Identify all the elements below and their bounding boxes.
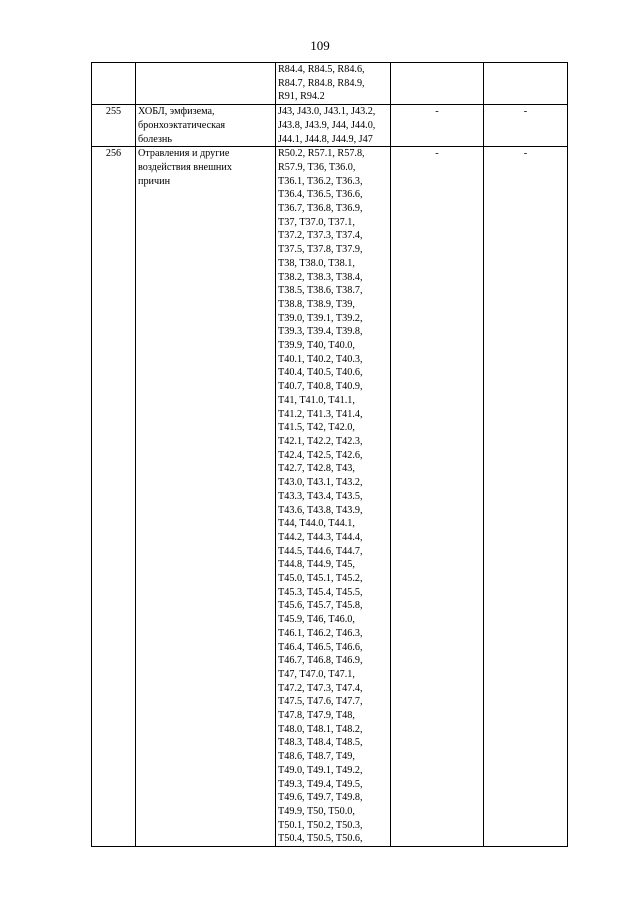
icd-codes-line: T46.1, T46.2, T46.3, [278,627,363,639]
diagnosis-name-line: причин [138,175,171,187]
icd-codes-line: T43.6, T43.8, T43.9, [278,504,363,516]
icd-codes-line: T41, T41.0, T41.1, [278,394,355,406]
icd-codes-line: T45.9, T46, T46.0, [278,614,355,626]
icd-codes-line: T41.5, T42, T42.0, [278,422,355,434]
icd-codes-cell [276,147,391,847]
icd-codes-line: T47.8, T47.9, T48, [278,710,355,722]
column-4-cell: - [391,105,484,147]
icd-codes-line: T41.2, T41.3, T41.4, [278,408,363,420]
icd-codes-line: T44, T44.0, T44.1, [278,518,355,530]
icd-codes-line: T48.3, T48.4, T48.5, [278,737,363,749]
column-5-cell: - [484,147,568,847]
diagnosis-name-line: бронхоэктатическая [138,119,226,131]
column-4-cell [391,63,484,105]
icd-codes-line: J43.8, J43.9, J44, J44.0, [278,119,376,131]
icd-codes-line: R91, R94.2 [278,91,325,103]
icd-codes-line: T47, T47.0, T47.1, [278,668,355,680]
row-number-cell [92,63,136,105]
icd-codes-line: T44.8, T44.9, T45, [278,559,355,571]
diagnosis-name-line: Отравления и другие [138,148,230,160]
icd-codes-line: T39.3, T39.4, T39.8, [278,326,363,338]
icd-codes-line: T40.4, T40.5, T40.6, [278,367,363,379]
column-4-cell: - [391,147,484,847]
page-number: 109 [310,38,330,53]
icd-codes-line: T48.0, T48.1, T48.2, [278,723,363,735]
row-number-cell: 256 [92,147,136,847]
icd-codes-line: T37, T37.0, T37.1, [278,216,355,228]
icd-codes-line: T49.6, T49.7, T49.8, [278,792,363,804]
icd-codes-line: R84.4, R84.5, R84.6, [278,64,365,75]
icd-codes-line: T49.9, T50, T50.0, [278,805,355,817]
icd-codes-line: T43.3, T43.4, T43.5, [278,490,363,502]
diagnosis-name-cell [136,63,276,105]
icd-codes-line: T42.1, T42.2, T42.3, [278,435,363,447]
table-row [92,147,568,847]
icd-codes-line: R50.2, R57.1, R57.8, [278,148,365,160]
icd-codes-cell [276,105,391,147]
icd-codes-line: T38.5, T38.6, T38.7, [278,285,363,297]
icd-codes-line: T39.0, T39.1, T39.2, [278,312,363,324]
icd-codes-line: T48.6, T48.7, T49, [278,751,355,763]
icd-codes-line: T37.5, T37.8, T37.9, [278,244,363,256]
icd-codes-line: T36.7, T36.8, T36.9, [278,203,363,215]
table-row [92,105,568,147]
icd-codes-line: T45.6, T45.7, T45.8, [278,600,363,612]
icd-codes-line: T40.7, T40.8, T40.9, [278,381,363,393]
icd-codes-line: T47.5, T47.6, T47.7, [278,696,363,708]
diagnosis-name-cell [136,147,276,847]
icd-codes-line: T50.1, T50.2, T50.3, [278,819,363,831]
table-row [92,63,568,105]
icd-codes-line: T40.1, T40.2, T40.3, [278,353,363,365]
table-body [92,63,568,847]
icd-codes-line: T38.2, T38.3, T38.4, [278,271,363,283]
column-5-cell: - [484,105,568,147]
icd-codes-line: T46.7, T46.8, T46.9, [278,655,363,667]
icd-codes-line: T43.0, T43.1, T43.2, [278,477,363,489]
diagnosis-name-line: болезнь [138,133,172,145]
icd-codes-line: T47.2, T47.3, T47.4, [278,682,363,694]
icd-codes-line: T44.5, T44.6, T44.7, [278,545,363,557]
icd-codes-cell [276,63,391,105]
icd-codes-line: J44.1, J44.8, J44.9, J47 [278,133,373,145]
diagnosis-name-cell [136,105,276,147]
icd-codes-line: R57.9, T36, T36.0, [278,161,356,173]
column-5-cell [484,63,568,105]
diagnosis-name-line: ХОБЛ, эмфизема, [138,106,215,118]
icd-codes-line: J43, J43.0, J43.1, J43.2, [278,106,376,118]
icd-codes-line: T45.0, T45.1, T45.2, [278,573,363,585]
icd-codes-line: T44.2, T44.3, T44.4, [278,531,363,543]
classification-table [91,62,568,847]
icd-codes-line: T46.4, T46.5, T46.6, [278,641,363,653]
icd-codes-line: T36.1, T36.2, T36.3, [278,175,363,187]
diagnosis-name-line: воздействия внешних [138,161,232,173]
icd-codes-line: T42.7, T42.8, T43, [278,463,355,475]
row-number-cell: 255 [92,105,136,147]
icd-codes-line: T38.8, T38.9, T39, [278,298,355,310]
icd-codes-line: T42.4, T42.5, T42.6, [278,449,363,461]
icd-codes-line: T50.4, T50.5, T50.6, [278,833,363,845]
icd-codes-line: T49.0, T49.1, T49.2, [278,764,363,776]
icd-codes-line: T45.3, T45.4, T45.5, [278,586,363,598]
icd-codes-line: T38, T38.0, T38.1, [278,257,355,269]
icd-codes-line: T36.4, T36.5, T36.6, [278,189,363,201]
icd-codes-line: T37.2, T37.3, T37.4, [278,230,363,242]
icd-codes-line: R84.7, R84.8, R84.9, [278,77,365,89]
icd-codes-line: T39.9, T40, T40.0, [278,340,355,352]
icd-codes-line: T49.3, T49.4, T49.5, [278,778,363,790]
